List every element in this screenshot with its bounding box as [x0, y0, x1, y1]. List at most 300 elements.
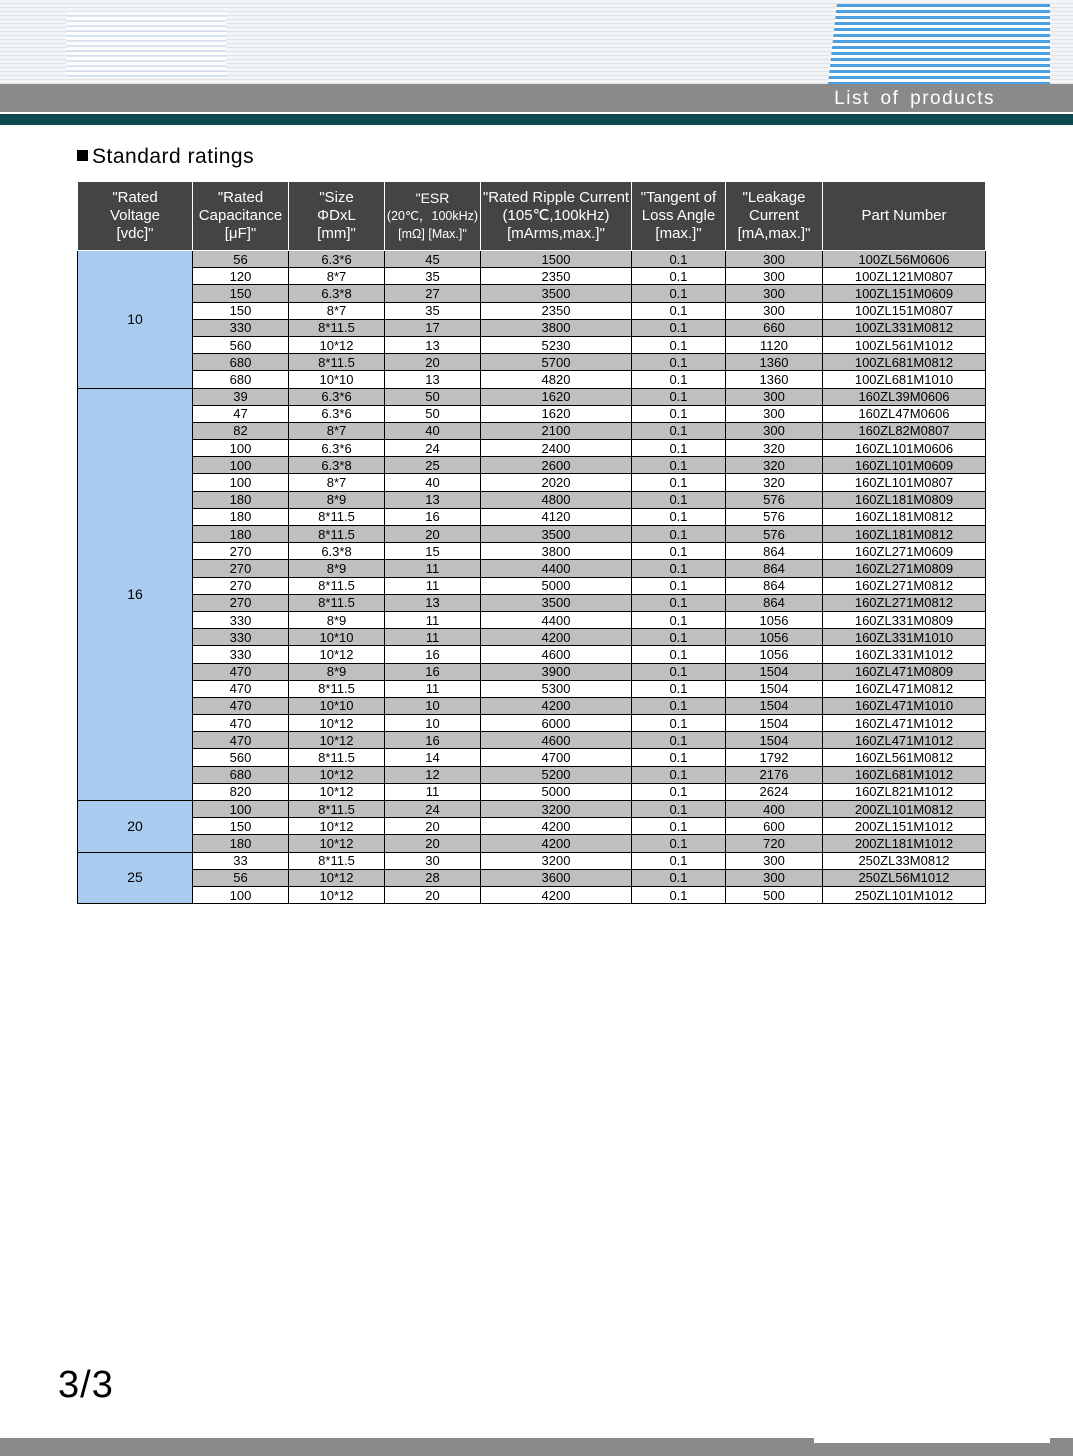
table-cell: 660	[726, 319, 823, 336]
table-row	[78, 801, 986, 818]
table-cell: 15	[385, 543, 481, 560]
table-cell: 12	[385, 766, 481, 783]
table-cell: 0.1	[632, 629, 726, 646]
table-cell: 150	[193, 302, 289, 319]
table-cell: 3500	[481, 526, 632, 543]
table-cell: 45	[385, 251, 481, 268]
table-cell: 11	[385, 577, 481, 594]
table-cell: 864	[726, 560, 823, 577]
table-cell: 2350	[481, 302, 632, 319]
table-cell: 0.1	[632, 852, 726, 869]
header-logo-placeholder	[66, 12, 226, 78]
table-cell: 0.1	[632, 474, 726, 491]
table-cell: 330	[193, 646, 289, 663]
table-cell: 8*11.5	[289, 526, 385, 543]
table-cell: 0.1	[632, 388, 726, 405]
table-cell: 100ZL121M0807	[823, 268, 986, 285]
table-cell: 0.1	[632, 319, 726, 336]
table-row	[78, 852, 986, 869]
column-header-line: [max.]"	[655, 225, 702, 242]
rated-voltage-cell: 20	[78, 801, 193, 853]
column-header	[726, 182, 823, 251]
table-cell: 160ZL331M1012	[823, 646, 986, 663]
table-cell: 4200	[481, 697, 632, 714]
table-row	[78, 646, 986, 663]
table-cell: 13	[385, 594, 481, 611]
table-cell: 11	[385, 611, 481, 628]
column-header	[78, 182, 193, 251]
column-header-line: "Rated	[112, 189, 158, 206]
table-cell: 0.1	[632, 732, 726, 749]
table-cell: 6.3*6	[289, 251, 385, 268]
table-cell: 2600	[481, 457, 632, 474]
table-cell: 4400	[481, 560, 632, 577]
table-cell: 300	[726, 268, 823, 285]
table-cell: 100	[193, 886, 289, 903]
column-header-line: [mArms,max.]"	[507, 225, 605, 242]
table-cell: 560	[193, 749, 289, 766]
table-cell: 1620	[481, 388, 632, 405]
table-cell: 470	[193, 697, 289, 714]
table-body	[78, 251, 986, 904]
table-row	[78, 319, 986, 336]
table-cell: 160ZL181M0809	[823, 491, 986, 508]
table-row	[78, 371, 986, 388]
section-title-text: Standard ratings	[92, 145, 255, 168]
table-cell: 13	[385, 336, 481, 353]
table-cell: 160ZL271M0812	[823, 594, 986, 611]
table-cell: 0.1	[632, 285, 726, 302]
table-cell: 4820	[481, 371, 632, 388]
table-row	[78, 251, 986, 268]
table-cell: 8*11.5	[289, 801, 385, 818]
table-cell: 10*12	[289, 336, 385, 353]
table-cell: 160ZL82M0807	[823, 422, 986, 439]
column-header	[193, 182, 289, 251]
column-header-line: [mA,max.]"	[737, 225, 811, 242]
table-cell: 3800	[481, 543, 632, 560]
column-header-line: "Size	[319, 189, 354, 206]
table-row	[78, 354, 986, 371]
table-cell: 56	[193, 869, 289, 886]
table-row	[78, 457, 986, 474]
table-cell: 160ZL271M0812	[823, 577, 986, 594]
table-cell: 2100	[481, 422, 632, 439]
table-cell: 1792	[726, 749, 823, 766]
table-cell: 40	[385, 474, 481, 491]
table-cell: 680	[193, 354, 289, 371]
table-cell: 576	[726, 491, 823, 508]
table-cell: 20	[385, 354, 481, 371]
table-cell: 1504	[726, 663, 823, 680]
column-header-line: [mΩ] [Max.]"	[398, 227, 467, 241]
table-cell: 4120	[481, 508, 632, 525]
table-cell: 56	[193, 251, 289, 268]
table-cell: 1360	[726, 354, 823, 371]
table-cell: 0.1	[632, 302, 726, 319]
table-cell: 864	[726, 594, 823, 611]
table-cell: 3200	[481, 852, 632, 869]
table-cell: 100	[193, 801, 289, 818]
table-row	[78, 749, 986, 766]
table-cell: 10*12	[289, 886, 385, 903]
table-row	[78, 869, 986, 886]
table-cell: 576	[726, 526, 823, 543]
table-cell: 150	[193, 285, 289, 302]
table-cell: 820	[193, 783, 289, 800]
table-cell: 160ZL471M1012	[823, 715, 986, 732]
table-cell: 4200	[481, 818, 632, 835]
table-cell: 5700	[481, 354, 632, 371]
table-cell: 600	[726, 818, 823, 835]
column-header-line: [vdc]"	[116, 225, 154, 242]
table-cell: 0.1	[632, 405, 726, 422]
table-row	[78, 474, 986, 491]
table-cell: 8*11.5	[289, 594, 385, 611]
table-cell: 10*12	[289, 835, 385, 852]
table-cell: 160ZL331M0809	[823, 611, 986, 628]
table-row	[78, 543, 986, 560]
column-header-line: Loss Angle	[641, 207, 716, 224]
table-cell: 11	[385, 560, 481, 577]
table-cell: 330	[193, 611, 289, 628]
table-cell: 400	[726, 801, 823, 818]
table-cell: 27	[385, 285, 481, 302]
table-row	[78, 302, 986, 319]
table-row	[78, 732, 986, 749]
table-cell: 0.1	[632, 354, 726, 371]
table-row	[78, 388, 986, 405]
table-cell: 100ZL151M0609	[823, 285, 986, 302]
table-cell: 20	[385, 526, 481, 543]
table-cell: 3500	[481, 594, 632, 611]
table-cell: 0.1	[632, 543, 726, 560]
table-row	[78, 629, 986, 646]
table-cell: 0.1	[632, 749, 726, 766]
table-cell: 10	[385, 715, 481, 732]
table-cell: 16	[385, 508, 481, 525]
table-cell: 864	[726, 543, 823, 560]
table-cell: 6.3*6	[289, 440, 385, 457]
column-header-line: Part Number	[861, 207, 947, 224]
table-cell: 160ZL181M0812	[823, 526, 986, 543]
table-cell: 13	[385, 371, 481, 388]
table-cell: 10*10	[289, 697, 385, 714]
table-cell: 470	[193, 680, 289, 697]
table-cell: 10*12	[289, 646, 385, 663]
table-cell: 10*12	[289, 818, 385, 835]
table-cell: 160ZL271M0809	[823, 560, 986, 577]
table-cell: 180	[193, 508, 289, 525]
standard-ratings-table	[77, 181, 986, 904]
table-cell: 0.1	[632, 491, 726, 508]
column-header-line: Current	[748, 207, 800, 224]
table-cell: 0.1	[632, 801, 726, 818]
table-cell: 300	[726, 388, 823, 405]
table-cell: 160ZL471M1010	[823, 697, 986, 714]
table-cell: 4700	[481, 749, 632, 766]
column-header	[289, 182, 385, 251]
table-cell: 160ZL181M0812	[823, 508, 986, 525]
table-cell: 10*12	[289, 869, 385, 886]
table-cell: 10*12	[289, 732, 385, 749]
table-cell: 100	[193, 457, 289, 474]
column-header-line: "ESR	[415, 190, 450, 206]
page-number: 3/3	[58, 1364, 114, 1406]
table-cell: 8*11.5	[289, 354, 385, 371]
table-row	[78, 680, 986, 697]
table-cell: 8*9	[289, 560, 385, 577]
table-cell: 320	[726, 440, 823, 457]
table-row	[78, 526, 986, 543]
table-cell: 2020	[481, 474, 632, 491]
column-header-line: Capacitance	[198, 207, 283, 224]
column-header-line: (105℃,100kHz)	[502, 207, 610, 224]
table-cell: 50	[385, 388, 481, 405]
table-cell: 200ZL181M1012	[823, 835, 986, 852]
table-cell: 160ZL471M0809	[823, 663, 986, 680]
table-cell: 82	[193, 422, 289, 439]
table-cell: 470	[193, 732, 289, 749]
table-cell: 5230	[481, 336, 632, 353]
table-cell: 13	[385, 491, 481, 508]
column-header-line: "Leakage	[742, 189, 806, 206]
table-cell: 10*12	[289, 783, 385, 800]
column-header-line: [μF]"	[224, 225, 257, 242]
table-cell: 160ZL271M0609	[823, 543, 986, 560]
table-cell: 3500	[481, 285, 632, 302]
table-cell: 24	[385, 801, 481, 818]
table-cell: 3800	[481, 319, 632, 336]
table-cell: 100ZL681M1010	[823, 371, 986, 388]
column-header-line: "Rated Ripple Current	[482, 189, 630, 206]
table-cell: 6.3*8	[289, 285, 385, 302]
table-cell: 3900	[481, 663, 632, 680]
table-row	[78, 440, 986, 457]
table-cell: 4400	[481, 611, 632, 628]
table-cell: 0.1	[632, 268, 726, 285]
table-cell: 100ZL331M0812	[823, 319, 986, 336]
table-row	[78, 783, 986, 800]
table-cell: 2350	[481, 268, 632, 285]
table-cell: 2176	[726, 766, 823, 783]
table-cell: 300	[726, 285, 823, 302]
table-cell: 160ZL101M0606	[823, 440, 986, 457]
table-cell: 470	[193, 663, 289, 680]
table-cell: 0.1	[632, 440, 726, 457]
table-cell: 0.1	[632, 715, 726, 732]
table-row	[78, 405, 986, 422]
table-cell: 0.1	[632, 594, 726, 611]
table-cell: 4600	[481, 732, 632, 749]
table-cell: 100	[193, 474, 289, 491]
table-cell: 8*11.5	[289, 749, 385, 766]
table-cell: 8*11.5	[289, 680, 385, 697]
table-cell: 160ZL47M0606	[823, 405, 986, 422]
column-header-line: "Rated	[217, 189, 264, 206]
table-cell: 5200	[481, 766, 632, 783]
table-row	[78, 818, 986, 835]
table-cell: 270	[193, 577, 289, 594]
table-cell: 680	[193, 766, 289, 783]
table-cell: 47	[193, 405, 289, 422]
table-cell: 250ZL56M1012	[823, 869, 986, 886]
table-cell: 4800	[481, 491, 632, 508]
table-row	[78, 766, 986, 783]
table-cell: 0.1	[632, 251, 726, 268]
table-row	[78, 594, 986, 611]
table-cell: 6.3*8	[289, 543, 385, 560]
table-cell: 0.1	[632, 783, 726, 800]
table-cell: 8*7	[289, 268, 385, 285]
table-cell: 2624	[726, 783, 823, 800]
table-cell: 576	[726, 508, 823, 525]
table-cell: 160ZL331M1010	[823, 629, 986, 646]
header-accent-bar	[0, 114, 1073, 125]
table-cell: 0.1	[632, 526, 726, 543]
table-cell: 270	[193, 594, 289, 611]
table-cell: 8*11.5	[289, 852, 385, 869]
table-row	[78, 663, 986, 680]
column-header-line: (20℃，100kHz)	[386, 209, 479, 223]
table-cell: 160ZL821M1012	[823, 783, 986, 800]
rated-voltage-cell: 16	[78, 388, 193, 801]
table-row	[78, 560, 986, 577]
column-header	[823, 182, 986, 251]
table-cell: 180	[193, 835, 289, 852]
table-cell: 5000	[481, 577, 632, 594]
table-cell: 0.1	[632, 869, 726, 886]
column-header-line: ΦDxL	[317, 207, 356, 224]
table-cell: 30	[385, 852, 481, 869]
table-cell: 8*11.5	[289, 508, 385, 525]
table-cell: 180	[193, 491, 289, 508]
table-cell: 0.1	[632, 336, 726, 353]
table-row	[78, 835, 986, 852]
table-cell: 0.1	[632, 371, 726, 388]
table-cell: 100	[193, 440, 289, 457]
table-cell: 0.1	[632, 886, 726, 903]
table-cell: 16	[385, 732, 481, 749]
column-header-line: "Tangent of	[640, 189, 717, 206]
table-row	[78, 886, 986, 903]
table-cell: 1120	[726, 336, 823, 353]
table-cell: 160ZL101M0609	[823, 457, 986, 474]
table-cell: 1056	[726, 646, 823, 663]
table-cell: 150	[193, 818, 289, 835]
table-cell: 160ZL471M1012	[823, 732, 986, 749]
table-cell: 470	[193, 715, 289, 732]
table-cell: 0.1	[632, 457, 726, 474]
table-cell: 10*10	[289, 371, 385, 388]
square-bullet-icon	[77, 150, 88, 161]
table-cell: 680	[193, 371, 289, 388]
table-cell: 0.1	[632, 835, 726, 852]
table-row	[78, 508, 986, 525]
table-cell: 100ZL561M1012	[823, 336, 986, 353]
table-cell: 300	[726, 405, 823, 422]
table-row	[78, 285, 986, 302]
table-cell: 2400	[481, 440, 632, 457]
table-cell: 39	[193, 388, 289, 405]
table-cell: 0.1	[632, 663, 726, 680]
table-cell: 0.1	[632, 766, 726, 783]
table-cell: 20	[385, 886, 481, 903]
table-cell: 1504	[726, 732, 823, 749]
header-blue-stripe-graphic	[828, 4, 1050, 84]
table-cell: 320	[726, 457, 823, 474]
table-cell: 160ZL681M1012	[823, 766, 986, 783]
table-cell: 11	[385, 680, 481, 697]
table-cell: 8*7	[289, 422, 385, 439]
table-cell: 33	[193, 852, 289, 869]
table-cell: 35	[385, 302, 481, 319]
table-cell: 6.3*6	[289, 388, 385, 405]
table-cell: 200ZL151M1012	[823, 818, 986, 835]
table-cell: 4200	[481, 886, 632, 903]
table-cell: 270	[193, 543, 289, 560]
table-cell: 50	[385, 405, 481, 422]
table-cell: 4200	[481, 629, 632, 646]
table-cell: 17	[385, 319, 481, 336]
column-header	[385, 182, 481, 251]
table-cell: 5000	[481, 783, 632, 800]
table-cell: 1056	[726, 611, 823, 628]
table-cell: 0.1	[632, 611, 726, 628]
header-label: List of products	[834, 88, 995, 109]
table-cell: 0.1	[632, 577, 726, 594]
table-cell: 10*12	[289, 715, 385, 732]
table-row	[78, 577, 986, 594]
section-title	[77, 145, 254, 169]
table-cell: 0.1	[632, 646, 726, 663]
table-cell: 160ZL101M0807	[823, 474, 986, 491]
table-cell: 25	[385, 457, 481, 474]
table-cell: 0.1	[632, 422, 726, 439]
table-cell: 8*11.5	[289, 577, 385, 594]
table-cell: 1504	[726, 715, 823, 732]
table-cell: 160ZL471M0812	[823, 680, 986, 697]
table-cell: 40	[385, 422, 481, 439]
table-cell: 320	[726, 474, 823, 491]
table-row	[78, 422, 986, 439]
table-cell: 300	[726, 302, 823, 319]
table-cell: 10*10	[289, 629, 385, 646]
table-cell: 8*9	[289, 663, 385, 680]
table-cell: 300	[726, 251, 823, 268]
table-cell: 0.1	[632, 818, 726, 835]
table-cell: 28	[385, 869, 481, 886]
table-cell: 16	[385, 663, 481, 680]
table-cell: 0.1	[632, 680, 726, 697]
table-row	[78, 268, 986, 285]
column-header	[481, 182, 632, 251]
table-cell: 24	[385, 440, 481, 457]
table-cell: 300	[726, 422, 823, 439]
table-cell: 11	[385, 783, 481, 800]
table-cell: 250ZL33M0812	[823, 852, 986, 869]
table-cell: 8*9	[289, 611, 385, 628]
table-cell: 720	[726, 835, 823, 852]
table-cell: 120	[193, 268, 289, 285]
table-cell: 300	[726, 869, 823, 886]
table-cell: 180	[193, 526, 289, 543]
table-cell: 10	[385, 697, 481, 714]
table-cell: 0.1	[632, 560, 726, 577]
table-cell: 864	[726, 577, 823, 594]
table-cell: 8*7	[289, 474, 385, 491]
table-cell: 20	[385, 818, 481, 835]
